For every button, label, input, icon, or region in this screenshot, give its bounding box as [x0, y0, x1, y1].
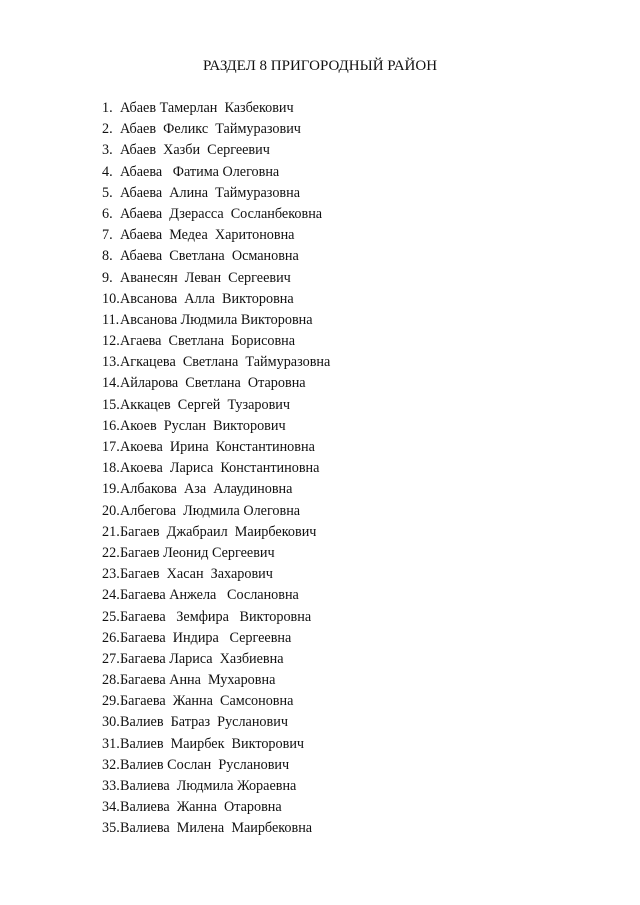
- list-item-number: 9.: [102, 269, 113, 286]
- list-item-name: Валиева Милена Маирбековна: [120, 820, 313, 837]
- list-item-number: 31.: [102, 735, 120, 752]
- list-item-name: Багаев Джабраил Маирбекович: [120, 523, 317, 540]
- list-item: [102, 162, 330, 183]
- list-item-name: Абаева Дзерасса Сосланбековна: [120, 205, 323, 222]
- list-item-name: Авсанова Алла Викторовна: [120, 290, 294, 307]
- list-item-name: Агкацева Светлана Таймуразовна: [120, 354, 331, 371]
- list-item: [102, 204, 330, 225]
- list-item-number: 5.: [102, 184, 113, 201]
- list-item-name: Абаев Хазби Сергеевич: [120, 142, 270, 159]
- list-item-number: 12.: [102, 333, 120, 350]
- list-item: [102, 734, 330, 755]
- list-item: [102, 458, 330, 479]
- list-item: [102, 607, 330, 628]
- list-item: [102, 246, 330, 267]
- list-item-number: 25.: [102, 608, 120, 625]
- list-item-name: Валиев Батраз Русланович: [120, 714, 288, 731]
- list-item-number: 35.: [102, 820, 120, 837]
- list-item: [102, 268, 330, 289]
- list-item: [102, 437, 330, 458]
- list-item-name: Аккацев Сергей Тузарович: [120, 396, 291, 413]
- list-item: [102, 373, 330, 394]
- list-item-number: 7.: [102, 227, 113, 244]
- list-item: [102, 140, 330, 161]
- list-item-name: Айларова Светлана Отаровна: [120, 375, 306, 392]
- list-item-name: Авсанова Людмила Викторовна: [120, 311, 313, 328]
- list-item-name: Валиев Сослан Русланович: [120, 756, 290, 773]
- list-item: [102, 183, 330, 204]
- list-item: [102, 797, 330, 818]
- list-item: [102, 712, 330, 733]
- list-item-number: 32.: [102, 756, 120, 773]
- list-item-number: 23.: [102, 566, 120, 583]
- list-item: [102, 776, 330, 797]
- list-item: [102, 416, 330, 437]
- list-item: [102, 395, 330, 416]
- list-item-name: Акоев Руслан Викторович: [120, 417, 286, 434]
- name-list: [102, 98, 330, 840]
- list-item-name: Багаева Анна Мухаровна: [120, 672, 276, 689]
- list-item-name: Аванесян Леван Сергеевич: [120, 269, 291, 286]
- list-item: [102, 755, 330, 776]
- list-item-number: 4.: [102, 163, 113, 180]
- list-item-number: 17.: [102, 439, 120, 455]
- list-item-number: 13.: [102, 354, 120, 371]
- list-item-name: Акоева Ирина Константиновна: [120, 439, 315, 455]
- list-item: [102, 225, 330, 246]
- list-item-number: 6.: [102, 205, 113, 222]
- list-item: [102, 691, 330, 712]
- list-item: [102, 352, 330, 373]
- list-item-name: Валиева Жанна Отаровна: [120, 799, 282, 816]
- list-item: [102, 543, 330, 564]
- list-item-name: Багаева Земфира Викторовна: [120, 608, 312, 625]
- list-item-number: 21.: [102, 523, 120, 540]
- list-item-name: Абаева Медеа Харитоновна: [120, 227, 295, 244]
- list-item-number: 18.: [102, 460, 120, 477]
- list-item: [102, 331, 330, 352]
- list-item-number: 30.: [102, 714, 120, 731]
- list-item-number: 11.: [102, 311, 120, 328]
- list-item-name: Валиева Людмила Жораевна: [120, 778, 297, 794]
- page-title: РАЗДЕЛ 8 ПРИГОРОДНЫЙ РАЙОН: [202, 58, 438, 74]
- list-item: [102, 310, 330, 331]
- list-item-name: Багаева Индира Сергеевна: [120, 629, 292, 646]
- list-item: [102, 522, 330, 543]
- list-item-name: Абаева Светлана Османовна: [120, 248, 299, 265]
- list-item: [102, 585, 330, 606]
- list-item-number: 14.: [102, 375, 120, 392]
- list-item-name: Абаева Алина Таймуразовна: [120, 184, 301, 201]
- list-item-number: 2.: [102, 121, 113, 138]
- list-item-number: 3.: [102, 142, 113, 159]
- list-item-number: 27.: [102, 650, 120, 667]
- list-item-name: Албегова Людмила Олеговна: [120, 502, 301, 519]
- list-item-name: Багаева Лариса Хазбиевна: [120, 650, 284, 667]
- list-item-number: 16.: [102, 417, 120, 434]
- list-item-name: Акоева Лариса Константиновна: [120, 460, 320, 477]
- list-item: [102, 98, 330, 119]
- list-item-name: Абаева Фатима Олеговна: [120, 163, 280, 180]
- list-item: [102, 119, 330, 140]
- list-item-name: Албакова Аза Алаудиновна: [120, 481, 293, 498]
- list-item-number: 24.: [102, 587, 120, 604]
- list-item-name: Багаев Хасан Захарович: [120, 566, 273, 583]
- list-item: [102, 479, 330, 500]
- list-item-number: 28.: [102, 672, 120, 689]
- list-item-number: 10.: [102, 290, 120, 307]
- list-item-name: Багаева Анжела Сослановна: [120, 587, 299, 604]
- list-item-number: 29.: [102, 693, 120, 710]
- list-item-name: Агаева Светлана Борисовна: [120, 333, 296, 350]
- list-item: [102, 501, 330, 522]
- list-item-name: Валиев Маирбек Викторович: [120, 735, 305, 752]
- list-item: [102, 564, 330, 585]
- list-item-number: 1.: [102, 100, 113, 116]
- list-item-number: 19.: [102, 481, 120, 498]
- list-item-number: 34.: [102, 799, 120, 816]
- list-item-name: Абаев Феликс Таймуразович: [120, 121, 301, 138]
- list-item-number: 8.: [102, 248, 113, 265]
- list-item-number: 20.: [102, 502, 120, 519]
- list-item-number: 26.: [102, 629, 120, 646]
- list-item-number: 33.: [102, 778, 120, 794]
- list-item-name: Багаев Леонид Сергеевич: [120, 544, 275, 561]
- list-item-number: 15.: [102, 396, 120, 413]
- list-item-number: 22.: [102, 544, 120, 561]
- list-item: [102, 670, 330, 691]
- list-item: [102, 818, 330, 839]
- list-item: [102, 628, 330, 649]
- list-item-name: Абаев Тамерлан Казбекович: [120, 100, 294, 116]
- list-item: [102, 649, 330, 670]
- list-item-name: Багаева Жанна Самсоновна: [120, 693, 294, 710]
- list-item: [102, 289, 330, 310]
